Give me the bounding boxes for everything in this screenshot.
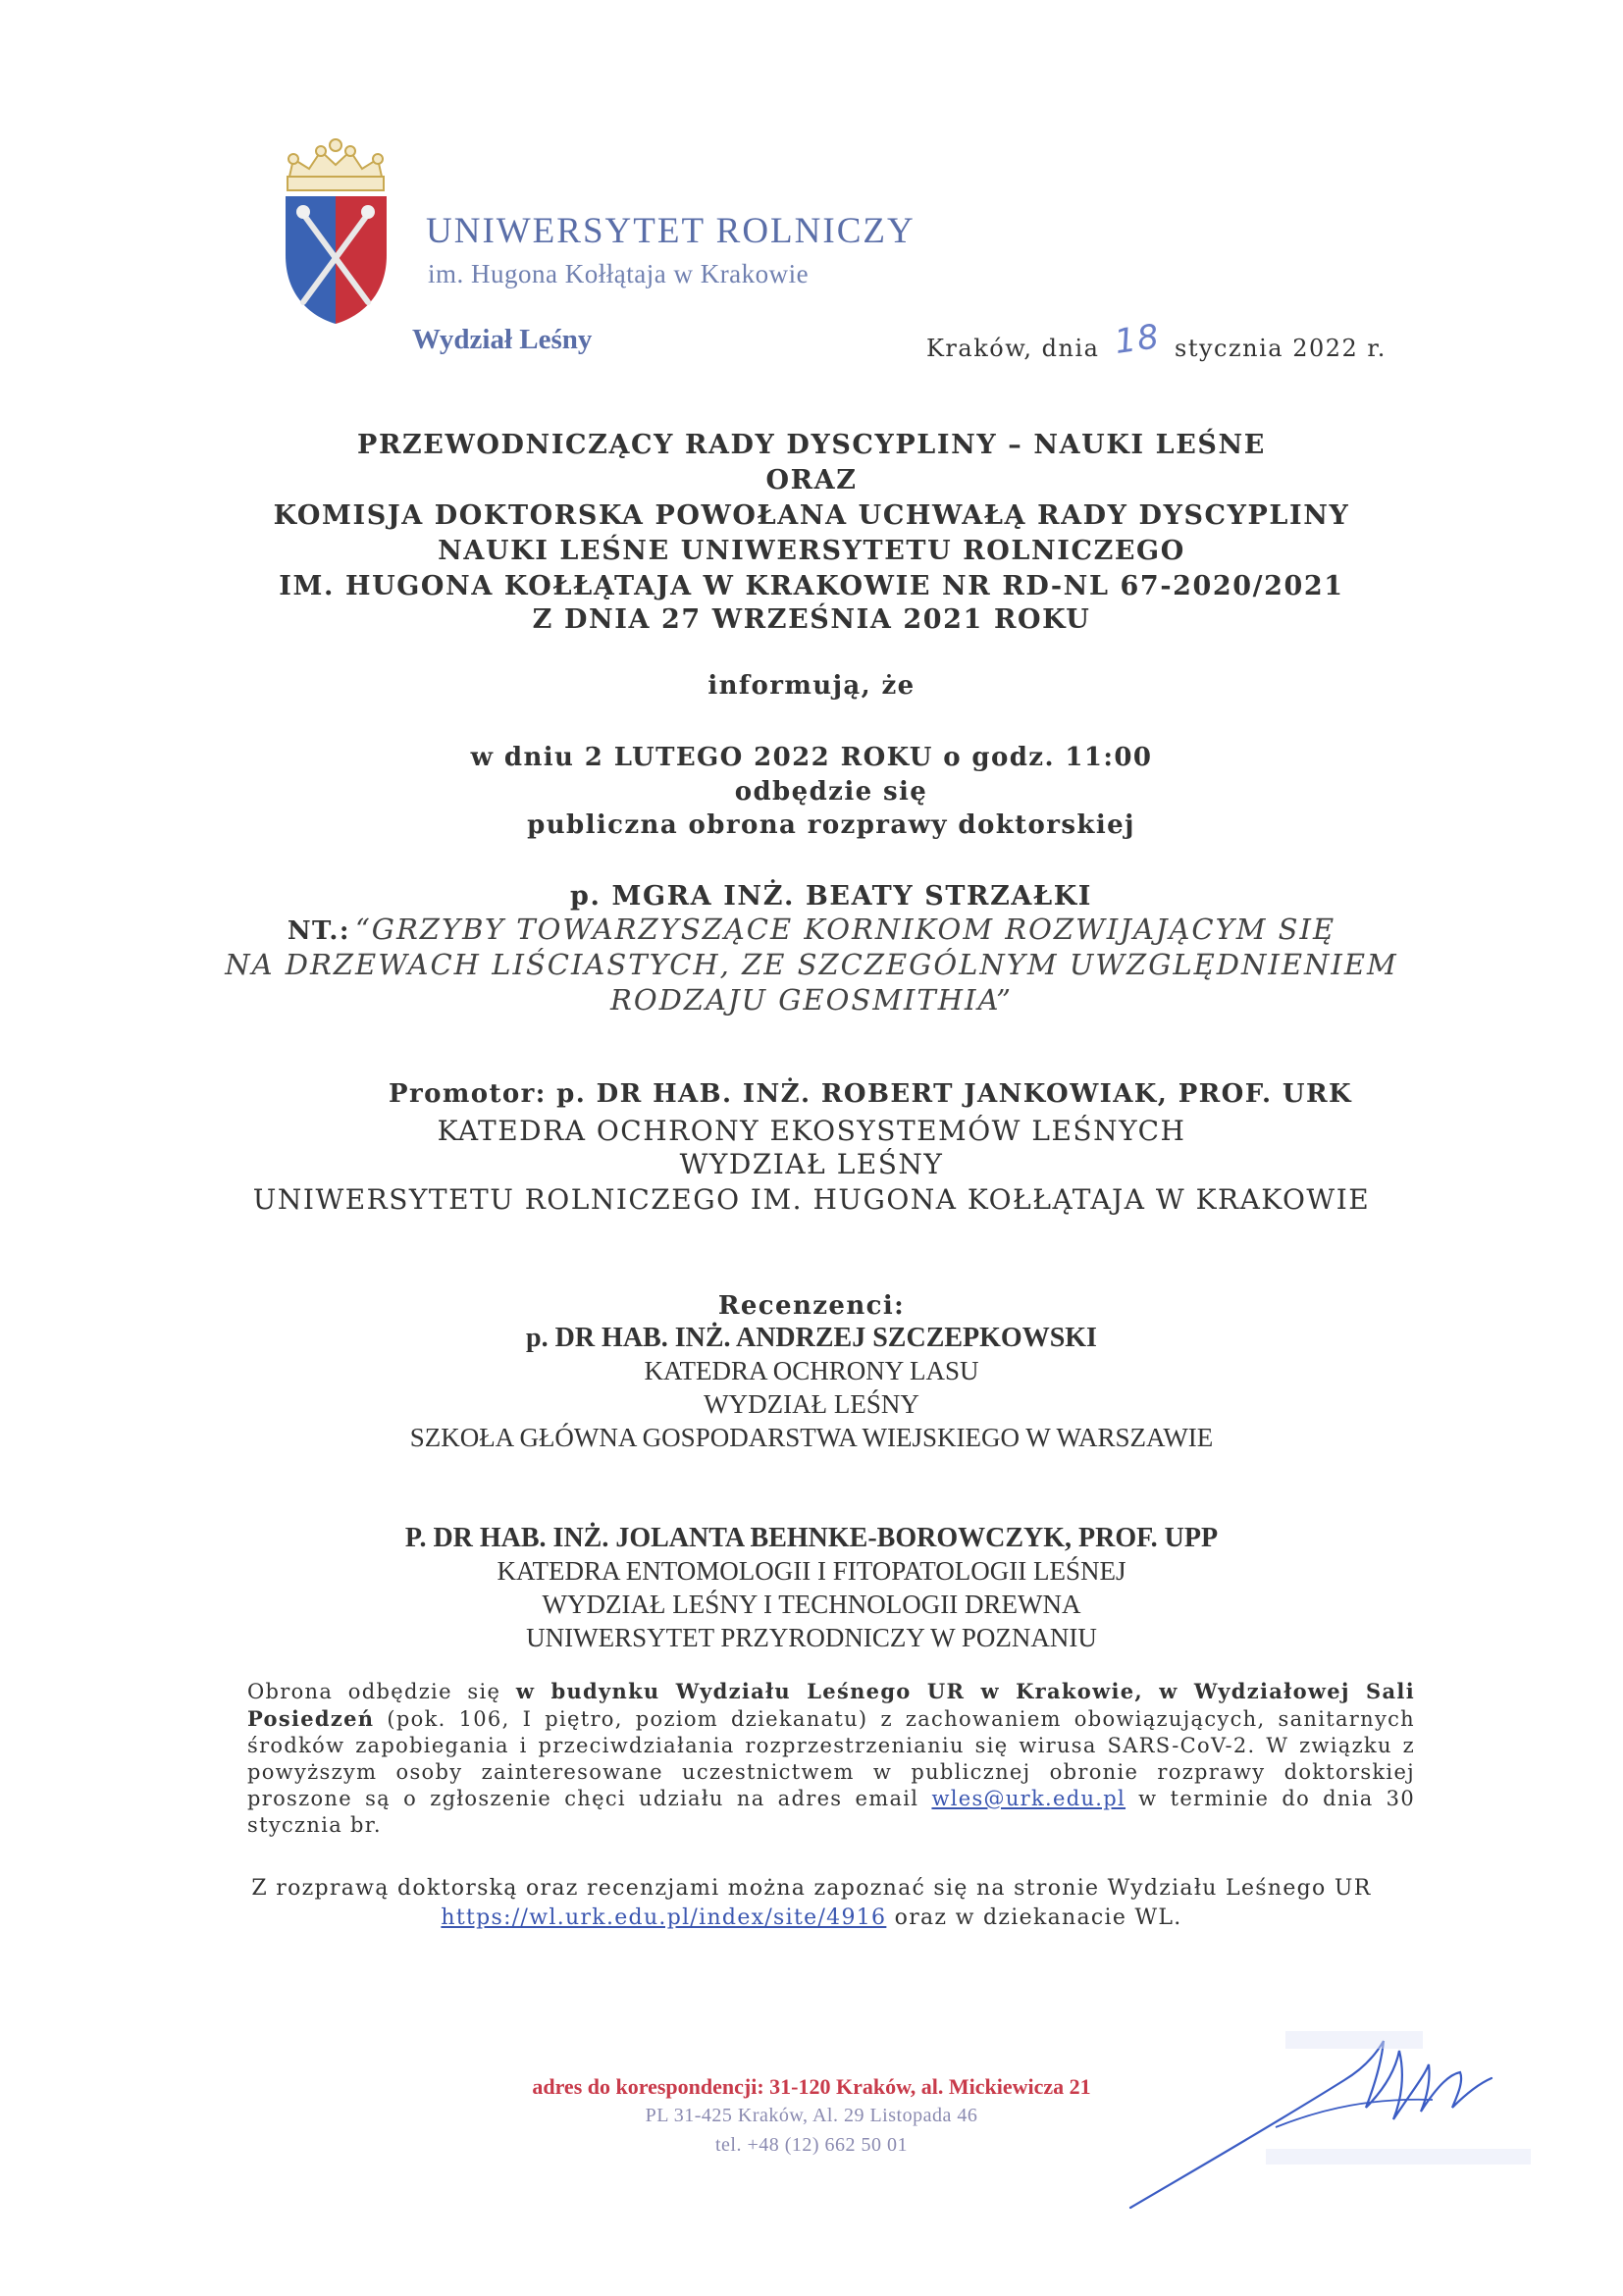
reviewer-1-university: SZKOŁA GŁÓWNA GOSPODARSTWA WIEJSKIEGO W WARSZAWIE bbox=[409, 1423, 1214, 1452]
footer-postal-address: PL 31-425 Kraków, Al. 29 Listopada 46 bbox=[645, 2105, 978, 2126]
info-text-1: Obrona odbędzie się bbox=[247, 1680, 516, 1703]
university-crest-logo bbox=[280, 137, 393, 329]
reviewer-2-name: P. DR HAB. INŻ. JOLANTA BEHNKE-BOROWCZYK, PROF. UPP bbox=[404, 1523, 1219, 1553]
reviewers-heading: Recenzenci: bbox=[717, 1291, 906, 1321]
promotor-faculty: WYDZIAŁ LEŚNY bbox=[679, 1148, 944, 1180]
info-text-2: (pok. 106, I piętro, poziom dziekanatu) z zachowaniem obowiązujących, sanitarnych środków zapobiegania i przeciwdziałania rozprzestrzenianiu się wirusa SARS-CoV-2. W związku z powyższym osoby zainteresowane uczestnictwem w publicznej obronie rozprawy doktorskiej proszone są o zgłoszenie chęci udziału na adres email bbox=[247, 1707, 1415, 1810]
dissertation-topic-line-1 bbox=[0, 913, 1623, 947]
title-line-2: ORAZ bbox=[765, 465, 858, 496]
date-prefix: Kraków, dnia bbox=[926, 335, 1100, 362]
faculty-name: Wydział Leśny bbox=[412, 324, 593, 355]
reviewer-1-faculty: WYDZIAŁ LEŚNY bbox=[704, 1389, 919, 1419]
crown-icon bbox=[288, 139, 384, 190]
reviewer-1-department: KATEDRA OCHRONY LASU bbox=[644, 1356, 979, 1385]
defense-info-paragraph bbox=[247, 1678, 1415, 1839]
title-line-4: NAUKI LEŚNE UNIWERSYTETU ROLNICZEGO bbox=[438, 536, 1185, 566]
reviewer-2-university: UNIWERSYTET PRZYRODNICZY W POZNANIU bbox=[526, 1623, 1097, 1652]
promotor-line: Promotor: p. DR HAB. INŻ. ROBERT JANKOWIAK, PROF. URK bbox=[389, 1079, 1352, 1109]
review-access-line-1: Z rozprawą doktorską oraz recenzjami można zapoznać się na stronie Wydziału Leśnego UR bbox=[251, 1876, 1372, 1901]
date-line bbox=[926, 316, 1387, 365]
odbedzie-text: odbędzie się bbox=[734, 777, 928, 807]
review-access-suffix: oraz w dziekanacie WL. bbox=[886, 1905, 1182, 1930]
topic-prefix: NT.: bbox=[287, 916, 350, 946]
university-subtitle: im. Hugona Kołłątaja w Krakowie bbox=[428, 259, 810, 288]
candidate-name: p. MGRA INŻ. BEATY STRZAŁKI bbox=[569, 881, 1093, 912]
footer-telephone: tel. +48 (12) 662 50 01 bbox=[714, 2134, 909, 2156]
defense-date-time: w dniu 2 LUTEGO 2022 ROKU o godz. 11:00 bbox=[470, 743, 1153, 772]
date-suffix: stycznia 2022 r. bbox=[1175, 335, 1387, 362]
informuja-text: informują, że bbox=[707, 671, 916, 701]
date-day-handwritten: 18 bbox=[1112, 316, 1163, 363]
promotor-university: UNIWERSYTETU ROLNICZEGO IM. HUGONA KOŁŁĄTAJA W KRAKOWIE bbox=[252, 1183, 1371, 1216]
reviewer-1-name: p. DR HAB. INŻ. ANDRZEJ SZCZEPKOWSKI bbox=[526, 1323, 1097, 1353]
title-line-5: IM. HUGONA KOŁŁĄTAJA W KRAKOWIE NR RD-NL 67-2020/2021 bbox=[279, 571, 1344, 601]
dissertation-url-link[interactable]: https://wl.urk.edu.pl/index/site/4916 bbox=[441, 1905, 887, 1930]
review-access-line-2 bbox=[0, 1904, 1623, 1933]
footer-correspondence-address: adres do korespondencji: 31-120 Kraków, al. Mickiewicza 21 bbox=[532, 2074, 1091, 2099]
info-location-bold: w budynku Wydziału Leśnego UR w Krakowie, w Wydziałowej Sali Posiedzeń bbox=[247, 1679, 1415, 1731]
dissertation-topic-line-3: RODZAJU GEOSMITHIA” bbox=[610, 983, 1013, 1017]
topic-text-1: “GRZYBY TOWARZYSZĄCE KORNIKOM ROZWIJAJĄCYM SIĘ bbox=[354, 913, 1336, 946]
title-line-3: KOMISJA DOKTORSKA POWOŁANA UCHWAŁĄ RADY DYSCYPLINY bbox=[273, 500, 1350, 531]
shield-icon bbox=[286, 196, 387, 324]
title-line-6: Z DNIA 27 WRZEŚNIA 2021 ROKU bbox=[532, 604, 1091, 635]
defense-type: publiczna obrona rozprawy doktorskiej bbox=[527, 810, 1135, 840]
reviewer-2-faculty: WYDZIAŁ LEŚNY I TECHNOLOGII DREWNA bbox=[542, 1590, 1081, 1619]
email-link[interactable]: wles@urk.edu.pl bbox=[931, 1787, 1126, 1810]
handwritten-signature bbox=[1119, 2021, 1550, 2218]
university-name: UNIWERSYTET ROLNICZY bbox=[426, 211, 916, 251]
title-line-1: PRZEWODNICZĄCY RADY DYSCYPLINY – NAUKI LEŚNE bbox=[357, 430, 1266, 460]
promotor-department: KATEDRA OCHRONY EKOSYSTEMÓW LEŚNYCH bbox=[437, 1115, 1186, 1147]
dissertation-topic-line-2: NA DRZEWACH LIŚCIASTYCH, ZE SZCZEGÓLNYM UWZGLĘDNIENIEM bbox=[225, 948, 1398, 981]
info-text-3: w terminie do dnia 30 stycznia br. bbox=[247, 1787, 1416, 1837]
reviewer-2-department: KATEDRA ENTOMOLOGII I FITOPATOLOGII LEŚNEJ bbox=[497, 1556, 1126, 1586]
